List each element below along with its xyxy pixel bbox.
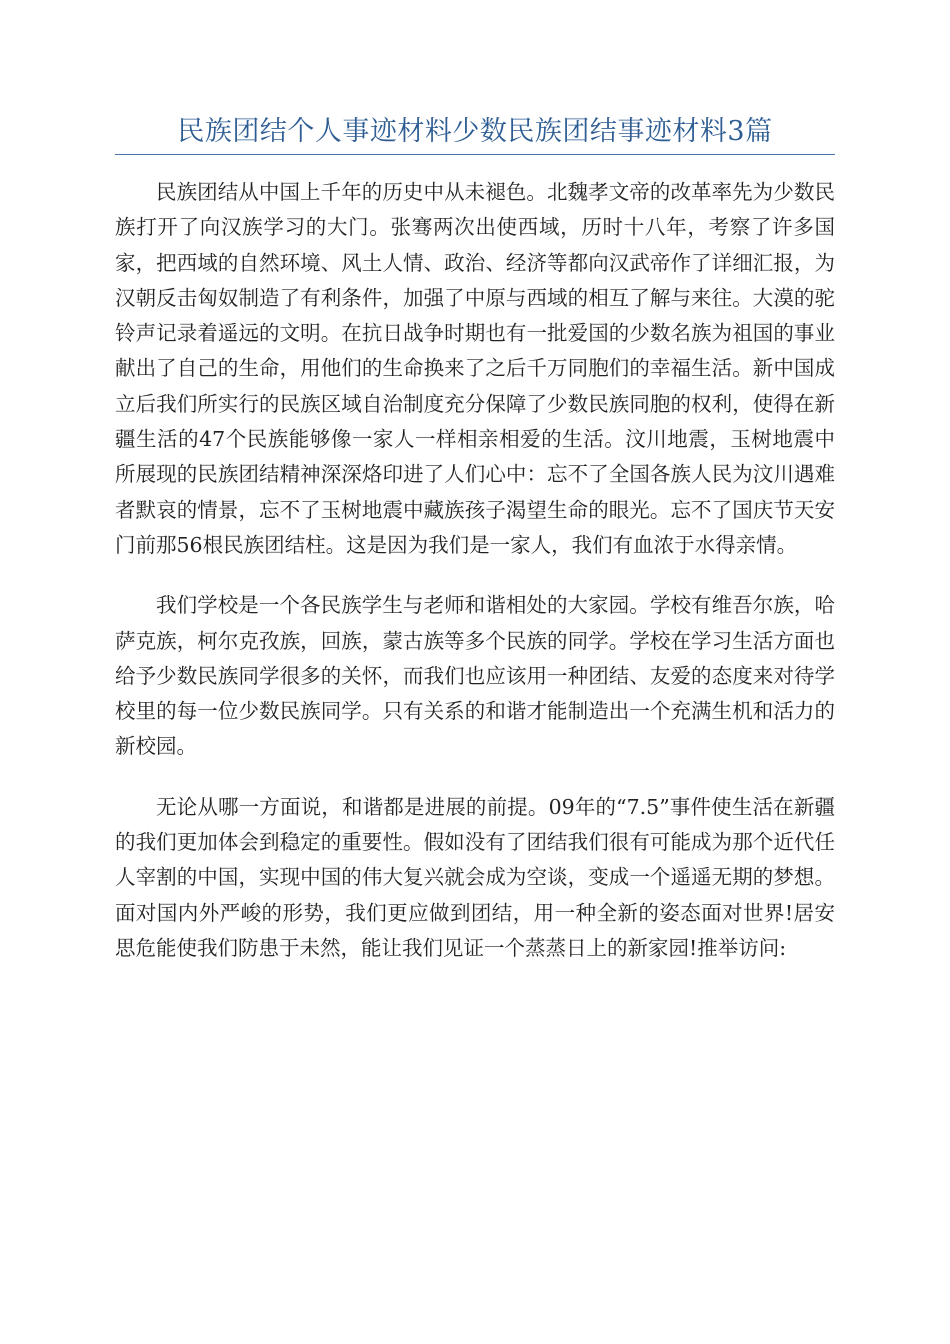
paragraph-1: 民族团结从中国上千年的历史中从未褪色。北魏孝文帝的改革率先为少数民族打开了向汉族学习的大门。张骞两次出使西域，历时十八年，考察了许多国家，把西域的自然环境、风土人情、政治、经济等都向汉武帝作了详细汇报，为汉朝反击匈奴制造了有利条件，加强了中原与西域的相互了解与来往。大漠的驼铃声记录着遥远的文明。在抗日战争时期也有一批爱国的少数名族为祖国的事业献出了自己的生命，用他们的生命换来了之后千万同胞们的幸福生活。新中国成立后我们所实行的民族区域自治制度充分保障了少数民族同胞的权利，使得在新疆生活的47个民族能够像一家人一样相亲相爱的生活。汶川地震，玉树地震中所展现的民族团结精神深深烙印进了人们心中：忘不了全国各族人民为汶川遇难者默哀的情景，忘不了玉树地震中藏族孩子渴望生命的眼光。忘不了国庆节天安门前那56根民族团结柱。这是因为我们是一家人，我们有血浓于水得亲情。 — [115, 180, 835, 557]
document-title: 民族团结个人事迹材料少数民族团结事迹材料3篇 — [177, 116, 773, 147]
title-underline — [115, 154, 835, 155]
document-body — [115, 175, 835, 991]
paragraph-3: 无论从哪一方面说，和谐都是进展的前提。09年的“7.5”事件使生活在新疆的我们更加体会到稳定的重要性。假如没有了团结我们很有可能成为那个近代任人宰割的中国，实现中国的伟大复兴就会成为空谈，变成一个遥遥无期的梦想。面对国内外严峻的形势，我们更应做到团结，用一种全新的姿态面对世界!居安思危能使我们防患于未然，能让我们见证一个蒸蒸日上的新家园!推举访问: — [115, 794, 835, 960]
paragraph-2: 我们学校是一个各民族学生与老师和谐相处的大家园。学校有维吾尔族，哈萨克族，柯尔克孜族，回族，蒙古族等多个民族的同学。学校在学习生活方面也给予少数民族同学很多的关怀，而我们也应该用一种团结、友爱的态度来对待学校里的每一位少数民族同学。只有关系的和谐才能制造出一个充满生机和活力的新校园。 — [115, 593, 835, 759]
